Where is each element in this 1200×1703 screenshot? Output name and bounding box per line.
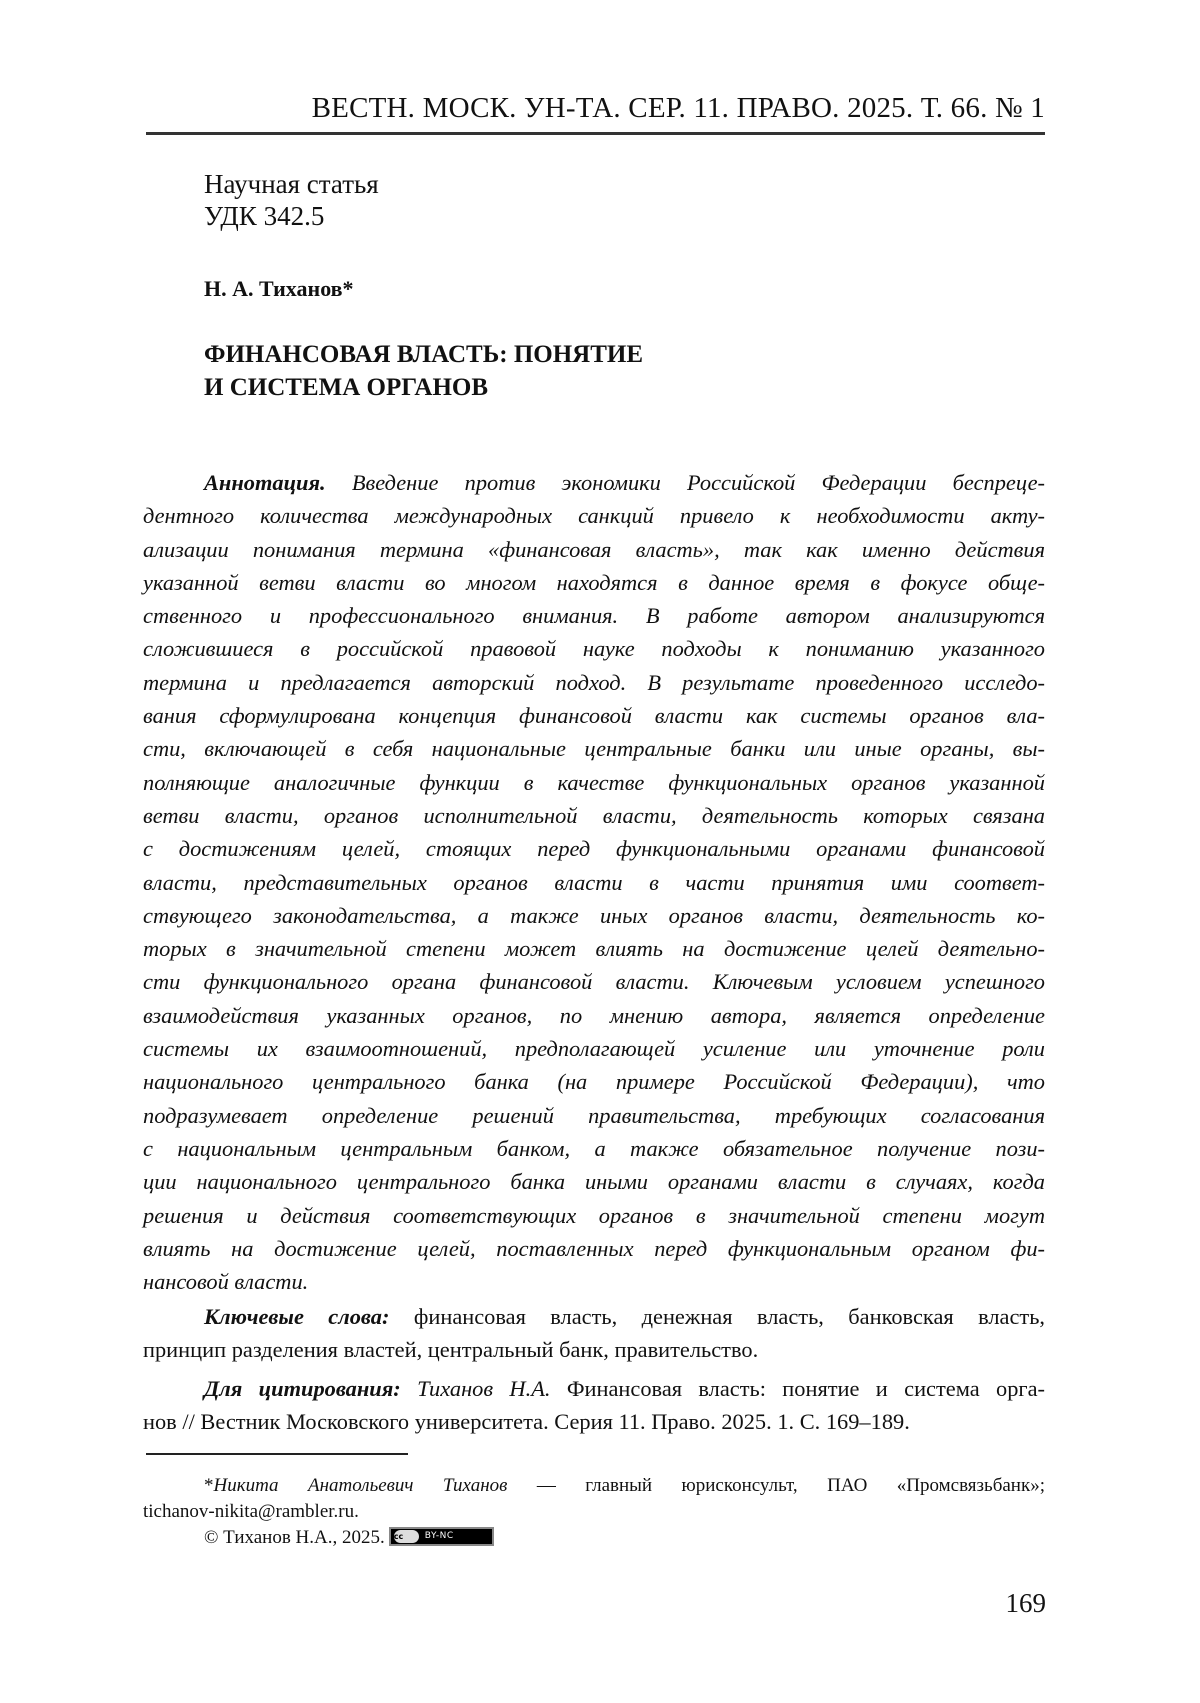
abstract-line: национального центрального банка (на примере Российской Федерации), что: [143, 1069, 1045, 1095]
citation-text: нов // Вестник Московского университета. Серия 11. Право. 2025. 1. С. 169–189.: [143, 1409, 910, 1434]
abstract-label: Аннотация.: [204, 470, 326, 495]
citation-author: Тиханов Н.А.: [400, 1376, 551, 1401]
creative-commons-icon: cc: [394, 1530, 419, 1543]
abstract-line: ции национального центрального банка иными органами власти в случаях, когда: [143, 1169, 1045, 1195]
abstract-line: Аннотация. Введение против экономики Российской Федерации беспреце-: [204, 470, 1045, 495]
abstract-line: сти, включающей в себя национальные центральные банки или иные органы, вы-: [143, 736, 1045, 762]
udc-code: УДК 342.5: [204, 201, 325, 231]
abstract-line: ственного и профессионального внимания. В работе автором анализируются: [143, 603, 1045, 629]
abstract: [143, 466, 1045, 1298]
abstract-line: взаимодействия указанных органов, по мнению автора, является определение: [143, 1002, 1045, 1028]
citation-text: Финансовая власть: понятие и система орга-: [550, 1376, 1045, 1401]
abstract-line: указанной ветви власти во многом находятся в данное время в фокусе обще-: [143, 569, 1045, 595]
abstract-line: влиять на достижение целей, поставленных перед функциональным органом фи-: [143, 1235, 1045, 1261]
license-label: BY-NC: [424, 1531, 454, 1541]
abstract-line: вания сформулирована концепция финансовой власти как системы органов вла-: [143, 703, 1045, 729]
abstract-line: полняющие аналогичные функции в качестве функциональных органов указанной: [143, 769, 1045, 795]
abstract-line: ствующего законодательства, а также иных органов власти, деятельность ко-: [143, 902, 1045, 928]
abstract-line: нансовой власти.: [143, 1269, 309, 1295]
abstract-line: сложившиеся в российской правовой науке подходы к пониманию указанного: [143, 636, 1045, 662]
abstract-line: сти функционального органа финансовой власти. Ключевым условием успешного: [143, 969, 1045, 995]
abstract-line: с достижениям целей, стоящих перед функциональными органами финансовой: [143, 836, 1045, 862]
keywords: [143, 1300, 1045, 1366]
footnote-marker: *: [204, 1475, 214, 1496]
copyright-text: © Тиханов Н.А., 2025.: [204, 1527, 385, 1548]
copyright-line: [143, 1525, 1045, 1551]
article-title: [204, 338, 643, 404]
header-divider: [146, 132, 1045, 135]
abstract-line: системы их взаимоотношений, предполагающей усиление или уточнение роли: [143, 1036, 1045, 1062]
abstract-line: ветви власти, органов исполнительной власти, деятельность которых связана: [143, 802, 1045, 828]
article-type: Научная статья: [204, 169, 379, 199]
footnote-author-name: Никита Анатольевич Тиханов: [213, 1475, 508, 1496]
abstract-line: ализации понимания термина «финансовая власть», так как именно действия: [143, 536, 1045, 562]
author-name: Н. А. Тиханов*: [204, 276, 354, 301]
running-head: ВЕСТН. МОСК. УН-ТА. СЕР. 11. ПРАВО. 2025. Т. 66. № 1: [311, 92, 1045, 124]
abstract-line: решения и действия соответствующих органов в значительной степени могут: [143, 1202, 1045, 1228]
author-email-link[interactable]: tichanov-nikita@rambler.ru.: [143, 1501, 359, 1522]
keywords-text: финансовая власть, денежная власть, банковская власть,: [389, 1304, 1046, 1329]
abstract-line: торых в значительной степени может влиять на достижение целей деятельно-: [143, 936, 1045, 962]
cc-license-badge[interactable]: [389, 1527, 494, 1546]
footnote-divider: [146, 1453, 408, 1455]
title-line-1: ФИНАНСОВАЯ ВЛАСТЬ: ПОНЯТИЕ: [204, 341, 644, 368]
abstract-line: дентного количества международных санкций привело к необходимости акту-: [143, 503, 1045, 529]
abstract-line: подразумевает определение решений правительства, требующих согласования: [143, 1102, 1045, 1128]
keywords-text: принцип разделения властей, центральный банк, правительство.: [143, 1337, 759, 1362]
title-line-2: И СИСТЕМА ОРГАНОВ: [204, 374, 489, 401]
footnote-affiliation: — главный юрисконсульт, ПАО «Промсвязьбанк»;: [507, 1475, 1045, 1496]
page-number: 169: [1005, 1588, 1046, 1618]
abstract-line: с национальным центральным банком, а также обязательное получение пози-: [143, 1135, 1045, 1161]
abstract-line: власти, представительных органов власти в части принятия ими соответ-: [143, 869, 1045, 895]
citation-label: Для цитирования:: [204, 1376, 401, 1401]
keywords-label: Ключевые слова:: [204, 1304, 390, 1329]
footnote: [143, 1473, 1045, 1551]
citation: [143, 1372, 1045, 1438]
article-meta: [204, 168, 379, 232]
abstract-line: термина и предлагается авторский подход. В результате проведенного исследо-: [143, 669, 1045, 695]
